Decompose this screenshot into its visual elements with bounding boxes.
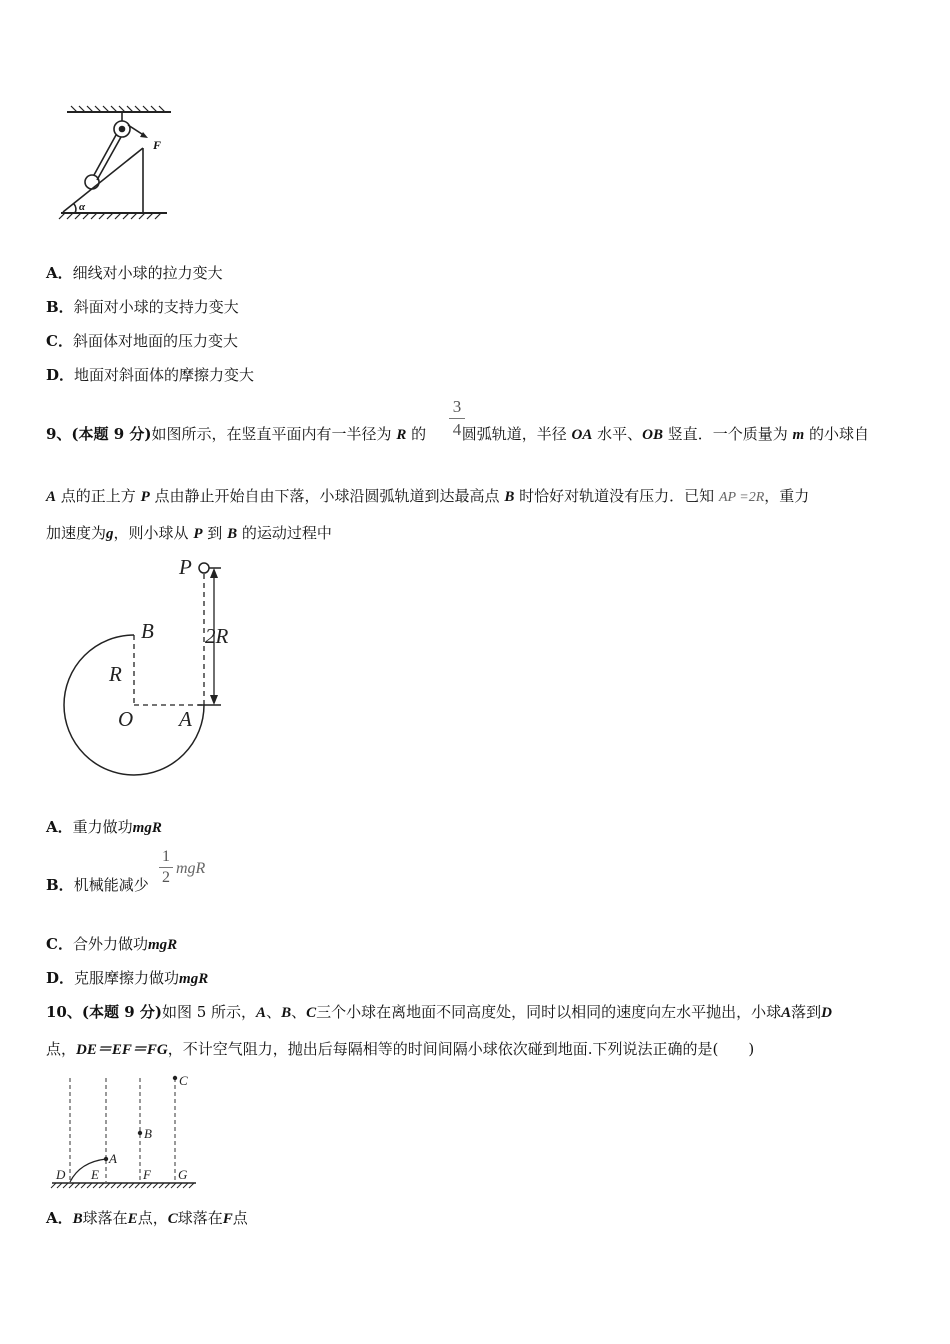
radius-label: R [109,662,122,686]
center-o-label: O [118,707,134,731]
point-b-label: B [141,619,154,643]
angle-label: α [79,201,86,213]
projectile-figure [48,1070,208,1195]
q8-option-c[interactable]: C．斜面体对地面的压力变大 [46,332,238,350]
q8-option-b[interactable]: B．斜面对小球的支持力变大 [46,298,239,316]
point-f-label: F [143,1167,151,1182]
q9-stem-line-2: A 点的正上方 P 点由静止开始自由下落，小球沿圆弧轨道到达最高点 B 时恰好对轨道没有压力．已知 AP =2R，重力 [46,487,810,505]
point-p-label: P [179,555,192,579]
q8-option-a[interactable]: A．细线对小球的拉力变大 [46,264,223,282]
three-quarter-fraction: 3 4 [447,397,467,440]
q9-option-d[interactable]: D．克服摩擦力做功mgR [46,969,209,987]
point-d-label: D [56,1167,66,1182]
q9-option-b-value: mgR [176,860,206,877]
point-a-label: A [179,707,192,731]
ball-a-label: A [109,1151,117,1166]
q9-stem-line-1: 9、(本题 9 分)如图所示，在竖直平面内有一半径为 R 的 圆弧轨道，半径 OA 水平、OB 竖直．一个质量为 m 的小球自 [46,425,870,443]
q8-option-d[interactable]: D．地面对斜面体的摩擦力变大 [46,366,255,384]
q9-option-b[interactable]: B．机械能减少 [46,876,149,894]
incline-pulley-figure [55,104,185,224]
ball-b-label: B [144,1126,152,1141]
q9-option-c[interactable]: C．合外力做功mgR [46,935,178,953]
q10-stem-line-2: 点，DE＝EF＝FG，不计空气阻力，抛出后每隔相等的时间间隔小球依次碰到地面.下列说法正确的是( ) [46,1040,755,1058]
ap-equation: AP =2R [718,490,765,505]
point-e-label: E [91,1167,99,1182]
q9-option-a[interactable]: A．重力做功mgR [46,818,162,836]
q9-stem-line-3: 加速度为g，则小球从 P 到 B 的运动过程中 [46,524,332,542]
one-half-fraction: 1 2 [157,848,175,887]
force-label: F [153,138,162,152]
q10-option-a[interactable]: A．B球落在E点，C球落在F点 [46,1209,248,1227]
point-g-label: G [178,1167,188,1182]
arc-track-figure [55,550,255,785]
height-label: 2R [205,624,229,648]
q10-stem-line-1: 10、(本题 9 分)如图 5 所示，A、B、C三个小球在离地面不同高度处，同时以相同的速度向左水平抛出，小球A落到D [46,1003,833,1021]
ball-c-label: C [179,1073,188,1088]
